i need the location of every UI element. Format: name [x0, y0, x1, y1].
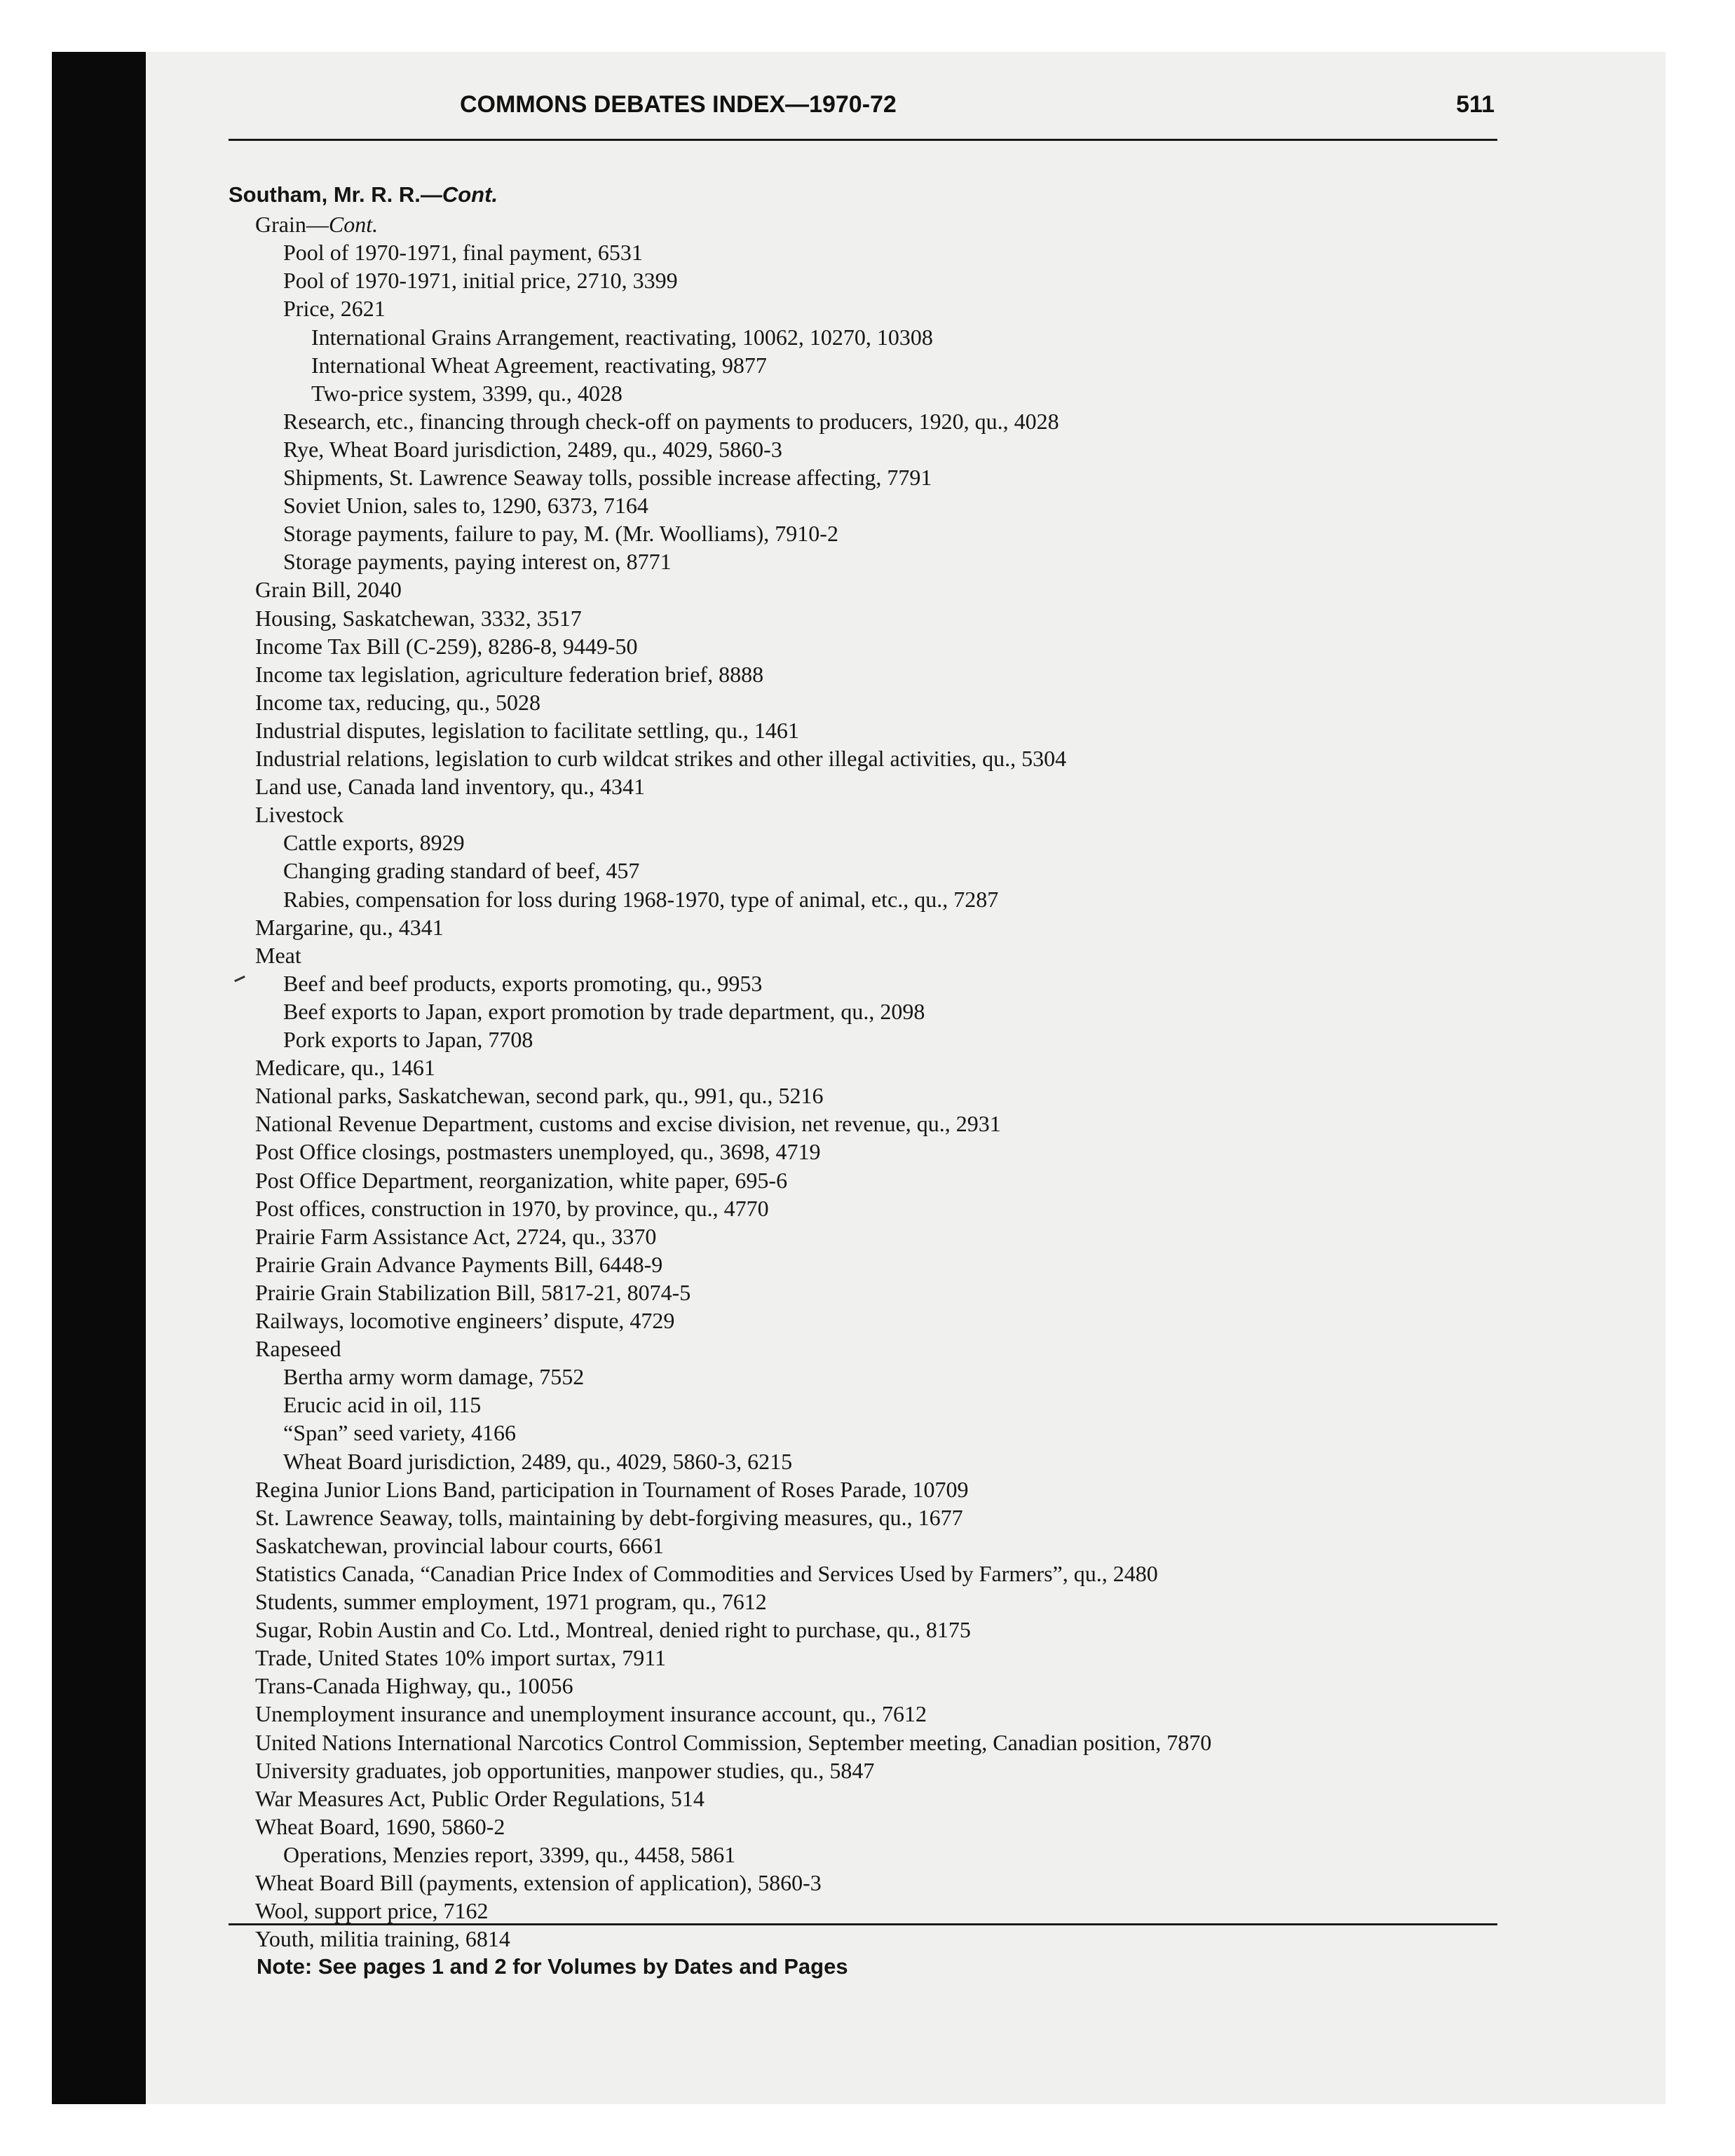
index-entry: United Nations International Narcotics Control Commission, September meeting, Canadian position, 7870 [255, 1730, 1212, 1755]
index-entry: Rabies, compensation for loss during 1968-1970, type of animal, etc., qu., 7287 [283, 887, 999, 912]
index-entry: Research, etc., financing through check-off on payments to producers, 1920, qu., 4028 [283, 409, 1059, 434]
index-entry: Rye, Wheat Board jurisdiction, 2489, qu., 4029, 5860-3 [283, 437, 782, 462]
index-entry: Prairie Grain Stabilization Bill, 5817-21, 8074-5 [255, 1280, 691, 1305]
index-entry: Erucic acid in oil, 115 [283, 1392, 482, 1417]
index-entry: Railways, locomotive engineers’ dispute, 4729 [255, 1308, 675, 1333]
index-entry: Wool, support price, 7162 [255, 1898, 489, 1923]
index-entry: Income Tax Bill (C-259), 8286-8, 9449-50 [255, 634, 638, 659]
index-entry: Changing grading standard of beef, 457 [283, 858, 640, 883]
index-entry: Margarine, qu., 4341 [255, 915, 444, 940]
index-entry: Prairie Grain Advance Payments Bill, 6448-9 [255, 1252, 663, 1277]
index-entry: Pork exports to Japan, 7708 [283, 1027, 533, 1052]
index-entry: St. Lawrence Seaway, tolls, maintaining by debt-forgiving measures, qu., 1677 [255, 1505, 963, 1530]
index-entry: Medicare, qu., 1461 [255, 1055, 435, 1080]
header-title: COMMONS DEBATES INDEX—1970-72 [460, 91, 897, 118]
index-entry: Statistics Canada, “Canadian Price Index of Commodities and Services Used by Farmers”, qu., 2480 [255, 1561, 1158, 1586]
entry-name: Grain— [255, 212, 329, 237]
index-entry: International Wheat Agreement, reactivating, 9877 [311, 353, 767, 378]
header-rule [229, 139, 1497, 141]
index-entry: Saskatchewan, provincial labour courts, 6661 [255, 1533, 664, 1558]
index-entry: Price, 2621 [283, 296, 386, 321]
index-entry: War Measures Act, Public Order Regulations, 514 [255, 1786, 705, 1811]
book-spine-shadow [52, 52, 146, 2104]
index-entry: Post Office Department, reorganization, white paper, 695-6 [255, 1168, 788, 1193]
index-entry: Income tax, reducing, qu., 5028 [255, 690, 540, 715]
index-entry: Trans-Canada Highway, qu., 10056 [255, 1673, 573, 1698]
index-entry: Students, summer employment, 1971 program, qu., 7612 [255, 1589, 767, 1614]
index-entry: Industrial relations, legislation to curb wildcat strikes and other illegal activities, qu., 5304 [255, 746, 1067, 771]
index-entry: Prairie Farm Assistance Act, 2724, qu., 3370 [255, 1224, 657, 1249]
entry-cont: Cont. [328, 212, 379, 237]
index-entry: International Grains Arrangement, reactivating, 10062, 10270, 10308 [311, 325, 933, 350]
index-entry: Regina Junior Lions Band, participation in Tournament of Roses Parade, 10709 [255, 1477, 969, 1502]
index-entry: Pool of 1970-1971, initial price, 2710, 3399 [283, 268, 678, 293]
index-heading [229, 182, 498, 207]
index-entry: Cattle exports, 8929 [283, 830, 465, 855]
index-entry: Beef and beef products, exports promoting, qu., 9953 [283, 971, 763, 996]
index-entry: Two-price system, 3399, qu., 4028 [311, 381, 622, 406]
index-entry: Grain Bill, 2040 [255, 577, 402, 602]
index-entry: Unemployment insurance and unemployment insurance account, qu., 7612 [255, 1701, 927, 1726]
index-entry: Shipments, St. Lawrence Seaway tolls, possible increase affecting, 7791 [283, 465, 932, 490]
index-entry: Wheat Board, 1690, 5860-2 [255, 1814, 505, 1839]
index-entry: Sugar, Robin Austin and Co. Ltd., Montreal, denied right to purchase, qu., 8175 [255, 1617, 971, 1642]
footer-rule [229, 1923, 1497, 1925]
index-entry: “Span” seed variety, 4166 [283, 1420, 517, 1445]
index-entry: Bertha army worm damage, 7552 [283, 1364, 585, 1389]
index-entry: Beef exports to Japan, export promotion by trade department, qu., 2098 [283, 999, 925, 1024]
index-entry: Meat [255, 943, 301, 968]
index-entry: Soviet Union, sales to, 1290, 6373, 7164 [283, 493, 648, 518]
index-entry: Youth, militia training, 6814 [255, 1926, 510, 1951]
index-entry: National Revenue Department, customs and excise division, net revenue, qu., 2931 [255, 1111, 1001, 1136]
index-entry: Wheat Board Bill (payments, extension of application), 5860-3 [255, 1870, 822, 1895]
index-entry: Livestock [255, 802, 344, 827]
index-entry: Pool of 1970-1971, final payment, 6531 [283, 240, 643, 265]
index-entry: National parks, Saskatchewan, second park, qu., 991, qu., 5216 [255, 1083, 824, 1108]
index-entry: Post Office closings, postmasters unemployed, qu., 3698, 4719 [255, 1139, 821, 1164]
index-entry: Rapeseed [255, 1336, 341, 1361]
index-entry [255, 212, 378, 237]
index-entry: University graduates, job opportunities, manpower studies, qu., 5847 [255, 1758, 875, 1783]
index-entry: Trade, United States 10% import surtax, 7911 [255, 1645, 667, 1670]
index-entry: Post offices, construction in 1970, by province, qu., 4770 [255, 1196, 769, 1221]
running-header [229, 91, 1495, 128]
index-entry: Industrial disputes, legislation to facilitate settling, qu., 1461 [255, 718, 799, 743]
page-number: 511 [1456, 91, 1495, 118]
heading-name: Southam, Mr. R. R.— [229, 182, 442, 207]
index-entry: Land use, Canada land inventory, qu., 4341 [255, 774, 646, 799]
heading-cont: Cont. [442, 182, 498, 207]
index-entry: Wheat Board jurisdiction, 2489, qu., 4029, 5860-3, 6215 [283, 1449, 793, 1474]
footer-note: Note: See pages 1 and 2 for Volumes by Dates and Pages [257, 1954, 848, 1979]
index-entry: Operations, Menzies report, 3399, qu., 4458, 5861 [283, 1842, 736, 1867]
index-entry: Housing, Saskatchewan, 3332, 3517 [255, 606, 582, 631]
index-entry: Income tax legislation, agriculture federation brief, 8888 [255, 662, 764, 687]
index-entry: Storage payments, failure to pay, M. (Mr. Woolliams), 7910-2 [283, 521, 838, 546]
index-entry: Storage payments, paying interest on, 8771 [283, 549, 672, 574]
